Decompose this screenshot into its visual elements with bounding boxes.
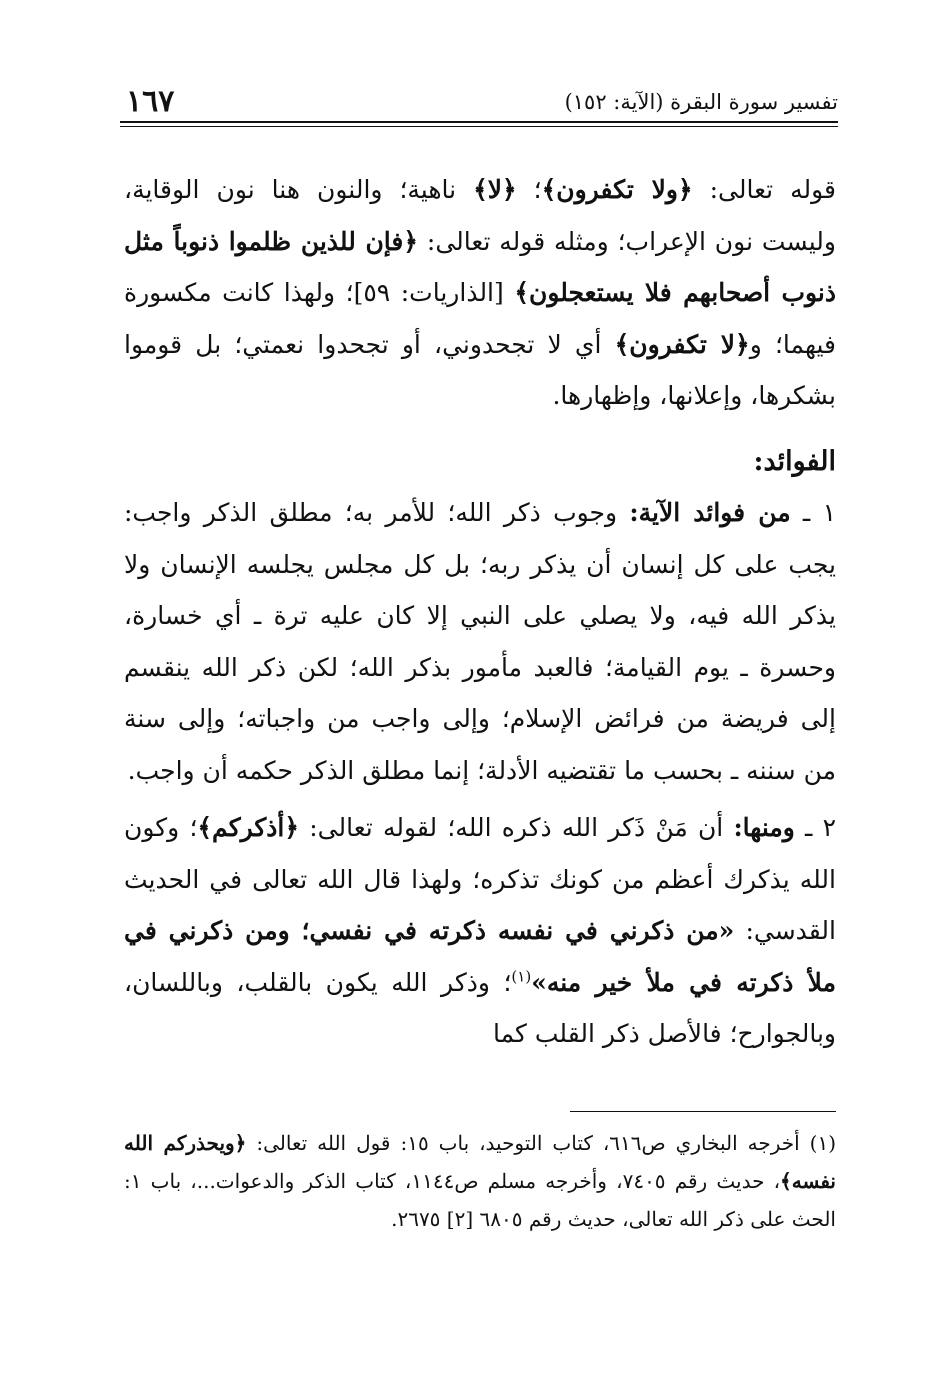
page-number: ١٦٧: [126, 84, 175, 119]
footnote-number: (١): [799, 1131, 836, 1155]
item-label: ومنها:: [733, 813, 795, 842]
quran-quote: ﴿لا﴾: [473, 175, 517, 204]
spacer: [124, 422, 836, 436]
header-rule: [120, 121, 838, 123]
item-text: ؛ وكون الله يذكرك أعظم من كونك تذكره؛ ولهذا قال الله تعالى في الحديث القدسي:: [124, 813, 836, 945]
section-heading: الفوائد:: [753, 445, 836, 477]
footnote-text: ، حديث رقم ٧٤٠٥، وأخرجه مسلم ص١١٤٤، كتاب الذكر والدعوات...، باب ١: الحث على ذكر الله تعالى، حديث رقم ٦٨٠٥ [٢] ٢٦٧٥.: [124, 1169, 836, 1231]
item-text: وجوب ذكر الله؛ للأمر به؛ مطلق الذكر واجب: يجب على كل إنسان أن يذكر ربه؛ بل كل مجلس يجلسه الإنسان ولا يذكر الله فيه، ولا يصلي على النبي إلا كان عليه ترة ـ أي خسارة، وحسرة ـ يوم القيامة؛ فالعبد مأمور بذكر الله؛ لكن ذكر الله ينقسم إلى فريضة من فرائض الإسلام؛ وإلى واجب من واجباته؛ وإلى سنة من سننه ـ بحسب ما تقتضيه الأدلة؛ إنما مطلق الذكر حكمه أن واجب.: [124, 498, 836, 785]
text-run: [الذاريات: ٥٩]؛ ولهذا كانت مكسورة فيهما؛ و: [124, 278, 836, 359]
item-number: ٢ ـ: [794, 813, 837, 842]
item-text: ؛ وذكر الله يكون بالقلب، وباللسان، وبالجوارح؛ فالأصل ذكر القلب كما: [124, 967, 836, 1048]
item-number: ١ ـ: [790, 498, 837, 527]
page-header: [120, 84, 838, 118]
running-title: تفسير سورة البقرة (الآية: ١٥٢): [564, 90, 838, 114]
quran-quote: ﴿ولا تكفرون﴾: [541, 175, 693, 204]
item-text: أن مَنْ ذَكر الله ذكره الله؛ لقوله تعالى:: [299, 813, 734, 842]
intro-paragraph: [124, 164, 836, 422]
quran-quote: ﴿ويحذركم الله نفسه﴾: [124, 1131, 836, 1193]
text-run: أي لا تجحدوني، أو تجحدوا نعمتي؛ بل قوموا بشكرها، وإعلانها، وإظهارها.: [124, 329, 836, 410]
main-text: [124, 164, 836, 1060]
footnote-text: أخرجه البخاري ص٦١٦، كتاب التوحيد، باب ١٥: قول الله تعالى:: [246, 1131, 800, 1155]
quran-quote: ﴿فإن للذين ظلموا ذنوباً مثل ذنوب أصحابهم فلا يستعجلون﴾: [124, 226, 836, 307]
text-run: ؛: [516, 175, 542, 204]
quran-quote: ﴿أذكركم﴾: [197, 813, 300, 842]
quran-quote: ﴿لا تكفرون﴾: [614, 329, 750, 359]
text-run: قوله تعالى:: [692, 175, 836, 204]
hadith-quote: «من ذكرني في نفسه ذكرته في نفسي؛ ومن ذكرني في ملأ ذكرته في ملأ خير منه»: [124, 916, 836, 997]
header-rule-thin: [120, 126, 838, 127]
benefit-item-2: [124, 802, 836, 1060]
footnote-1: [124, 1124, 836, 1238]
item-label: من فوائد الآية:: [629, 498, 791, 527]
benefit-item-1: [124, 487, 836, 796]
footnote: [124, 1124, 836, 1238]
footnote-separator: [570, 1111, 836, 1112]
footnote-marker[interactable]: (١): [511, 967, 532, 986]
text-run: ناهية؛ والنون هنا نون الوقاية، وليست نون الإعراب؛ ومثله قوله تعالى:: [124, 175, 836, 256]
